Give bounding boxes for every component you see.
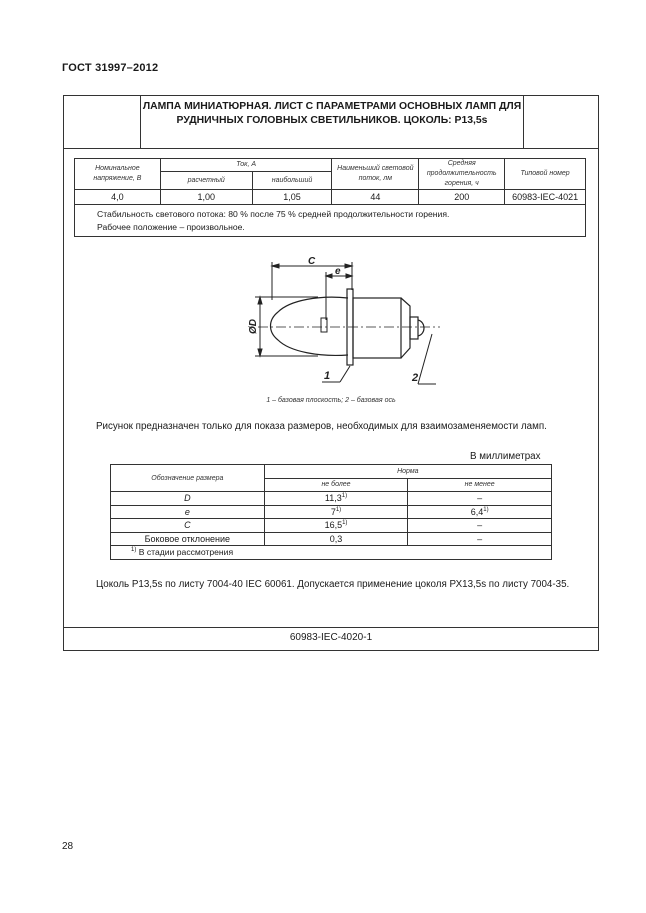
table-row <box>111 532 552 546</box>
row-name: C <box>111 519 265 533</box>
paragraph-figure-note: Рисунок предназначен только для показа размеров, необходимых для взаимозаменяемости ламп. <box>96 421 547 432</box>
cell-life: 200 <box>419 190 505 205</box>
note-position: Рабочее положение – произвольное. <box>97 221 245 232</box>
dimension-label-e: e <box>335 266 341 277</box>
sheet-title: ЛАМПА МИНИАТЮРНАЯ. ЛИСТ С ПАРАМЕТРАМИ ОСНОВНЫХ ЛАМП ДЛЯ РУДНИЧНЫХ ГОЛОВНЫХ СВЕТИЛЬНИКОВ. ЦОКОЛЬ: Р13,5s <box>142 101 522 126</box>
cell-current-rated: 1,00 <box>160 190 252 205</box>
row-max: 0,3 <box>264 532 408 546</box>
header-designation: Обозначение размера <box>111 465 265 492</box>
reference-label-2: 2 <box>412 372 419 384</box>
row-name: e <box>111 505 265 519</box>
cell-voltage: 4,0 <box>75 190 161 205</box>
figure-caption: 1 – базовая плоскость; 2 – базовая ось <box>266 397 396 404</box>
header-voltage: Номинальное напряжение, В <box>75 159 161 190</box>
table-row <box>111 519 552 533</box>
table-row <box>111 492 552 506</box>
units-label: В миллиметрах <box>470 451 541 462</box>
header-min: не менее <box>408 478 552 492</box>
sheet-code: 60983-IEC-4020-1 <box>289 632 373 643</box>
page-number: 28 <box>62 841 74 852</box>
reference-label-1: 1 <box>324 370 331 382</box>
row-min: – <box>408 492 552 506</box>
dimension-label-d: ØD <box>248 319 259 334</box>
header-current-max: наибольший <box>252 172 332 190</box>
cell-current-max: 1,05 <box>252 190 332 205</box>
note-stability: Стабильность светового потока: 80 % после 75 % средней продолжительности горения. <box>97 209 450 219</box>
row-min: 6,4$^{1)}$ <box>408 505 552 519</box>
row-max: 7$^{1)}$ <box>264 505 408 519</box>
header-flux: Наименьший световой поток, лм <box>332 159 419 190</box>
table-row <box>111 505 552 519</box>
row-max: 11,3$^{1)}$ <box>264 492 408 506</box>
dimensions-table <box>110 464 552 560</box>
header-type: Типовой номер <box>505 159 586 190</box>
row-max: 16,5$^{1)}$ <box>264 519 408 533</box>
row-name: Боковое отклонение <box>111 532 265 546</box>
header-current-rated: расчетный <box>160 172 252 190</box>
row-min: – <box>408 519 552 533</box>
footer-divider <box>63 627 599 628</box>
header-life: Средняя продолжительность горения, ч <box>419 159 505 190</box>
table-footnote: $^{1)}$ В стадии рассмотрения <box>111 546 552 560</box>
header-max: не более <box>264 478 408 492</box>
row-min: – <box>408 532 552 546</box>
paragraph-base-note: Цоколь Р13,5s по листу 7004-40 IEC 60061. Допускается применение цоколя РХ13,5s по листу 7004-35. <box>96 579 570 590</box>
dimension-label-c: C <box>308 256 316 267</box>
cell-type: 60983-IEC-4021 <box>505 190 586 205</box>
cell-flux: 44 <box>332 190 419 205</box>
document-code: ГОСТ 31997–2012 <box>62 62 159 74</box>
row-name: D <box>111 492 265 506</box>
header-norm: Норма <box>264 465 551 479</box>
header-current: Ток, А <box>160 159 332 172</box>
